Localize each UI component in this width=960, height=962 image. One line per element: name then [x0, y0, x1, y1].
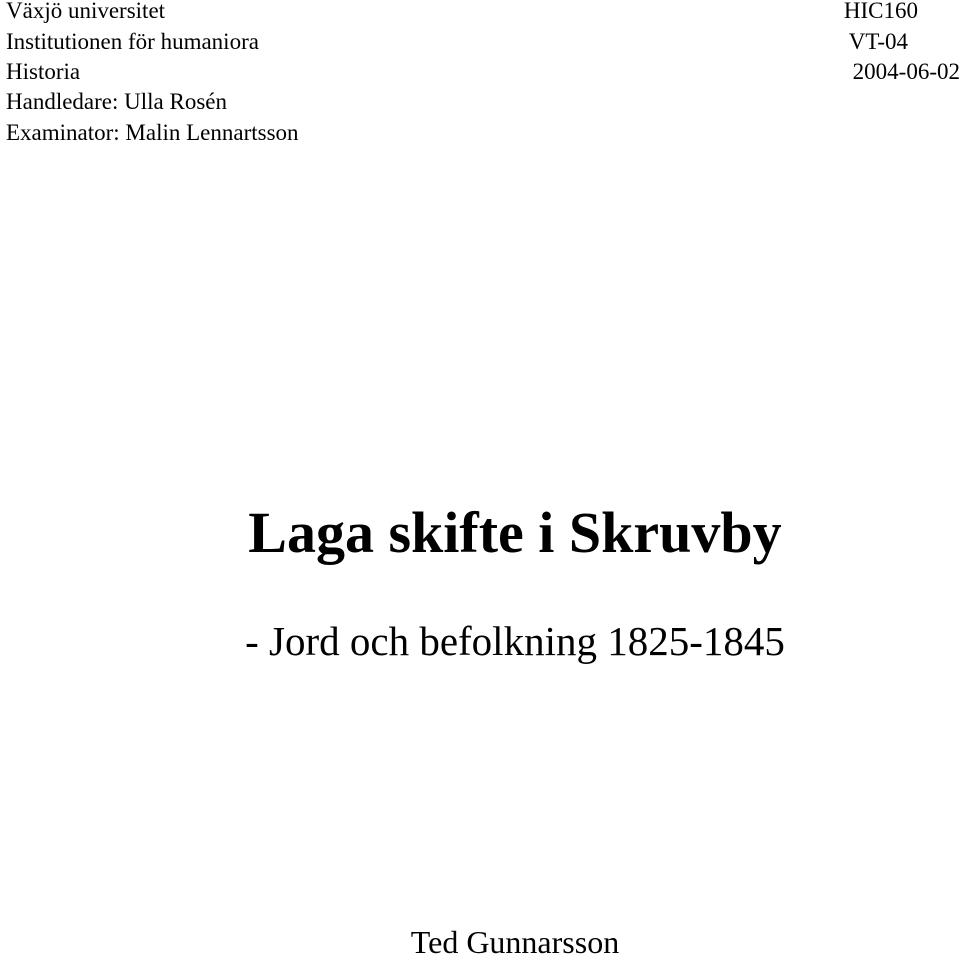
course-code: HIC160	[843, 0, 918, 23]
supervisor: Handledare: Ulla Rosén	[6, 89, 227, 114]
subject-name: Historia	[6, 59, 81, 84]
examiner: Examinator: Malin Lennartsson	[6, 120, 299, 145]
thesis-subtitle: - Jord och befolkning 1825-1845	[245, 618, 785, 664]
author-name: Ted Gunnarsson	[410, 924, 620, 960]
term: VT-04	[848, 29, 908, 54]
department-name: Institutionen för humaniora	[6, 29, 259, 54]
thesis-title: Laga skifte i Skruvby	[248, 500, 782, 565]
date: 2004-06-02	[852, 59, 960, 84]
university-name: Växjö universitet	[6, 0, 166, 23]
